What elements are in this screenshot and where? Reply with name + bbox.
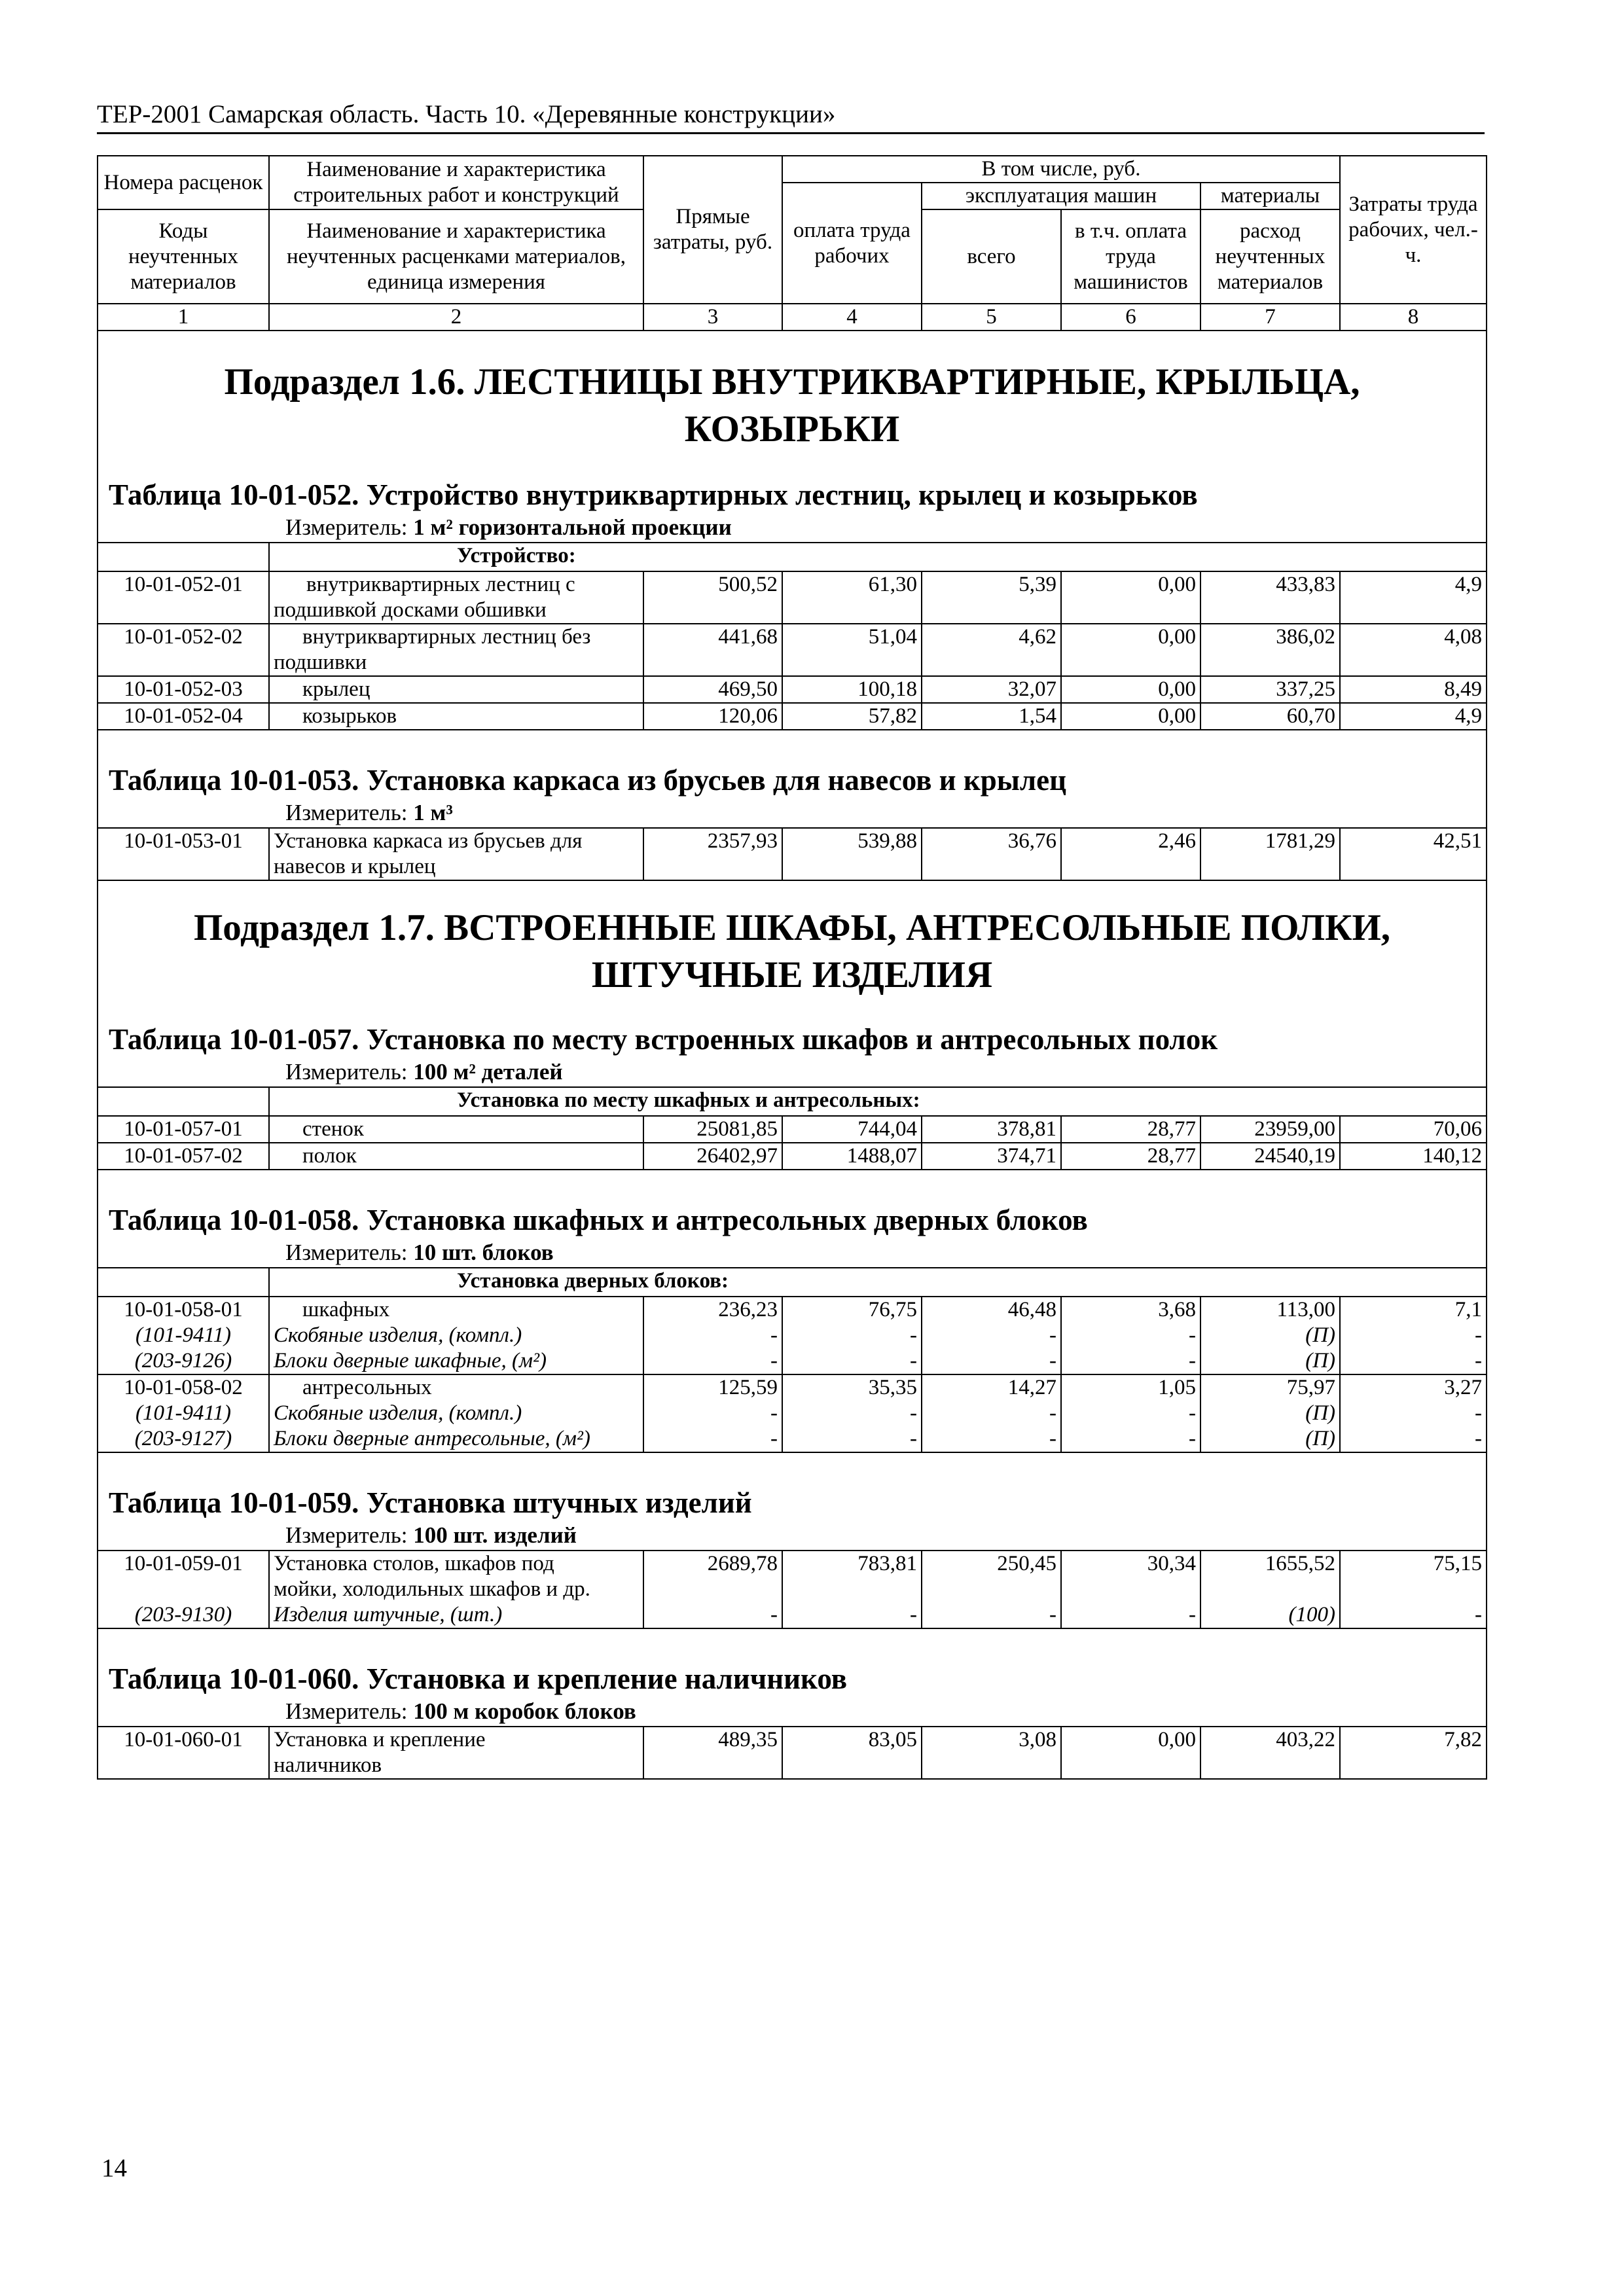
machinists-wages: 28,77 xyxy=(1061,1116,1200,1143)
direct-costs: 441,68 xyxy=(643,624,782,676)
head-material-names: Наименование и характеристика неучтенных расценками материалов, единица измерения xyxy=(269,209,643,304)
group-label: Установка по месту шкафных и антресольных: xyxy=(269,1087,1487,1116)
wages: 61,30 xyxy=(782,571,922,624)
wages: 57,82 xyxy=(782,703,922,730)
direct-costs: - xyxy=(643,1401,782,1426)
rate-code: 10-01-060-01 xyxy=(98,1727,269,1779)
rate-name-line: наличников xyxy=(274,1753,382,1777)
group-code xyxy=(98,1087,269,1116)
machines-total: 374,71 xyxy=(922,1143,1061,1170)
material-row xyxy=(98,1348,1487,1374)
unit-value: 100 м² деталей xyxy=(413,1059,563,1085)
rate-name: полок xyxy=(269,1143,643,1170)
head-machines: эксплуатация машин xyxy=(922,183,1200,209)
unit-line xyxy=(98,1238,1486,1267)
unit-value: 10 шт. блоков xyxy=(413,1240,554,1265)
unit-value: 100 м коробок блоков xyxy=(413,1698,636,1724)
material-usage: (П) xyxy=(1200,1348,1340,1374)
wages: - xyxy=(782,1348,922,1374)
table-row xyxy=(98,1143,1487,1170)
head-wages: оплата труда рабочих xyxy=(782,183,922,304)
unit-label: Измеритель: xyxy=(285,1522,408,1548)
column-number: 8 xyxy=(1340,304,1487,331)
table-title: Таблица 10-01-057. Установка по месту встроенных шкафов и антресольных полок xyxy=(109,1023,1218,1056)
column-number: 1 xyxy=(98,304,269,331)
table-title: Таблица 10-01-058. Установка шкафных и антресольных дверных блоков xyxy=(109,1204,1088,1236)
material-name: Блоки дверные шкафные, (м²) xyxy=(269,1348,643,1374)
table-row xyxy=(98,1374,1487,1401)
wages: - xyxy=(782,1401,922,1426)
direct-costs: 25081,85 xyxy=(643,1116,782,1143)
rate-name xyxy=(269,571,643,624)
rate-name-line: навесов и крылец xyxy=(274,855,436,878)
unit-label: Измеритель: xyxy=(285,1698,408,1724)
materials: 60,70 xyxy=(1200,703,1340,730)
machinists-wages: - xyxy=(1061,1401,1200,1426)
machinists-wages: 30,34 xyxy=(1061,1551,1200,1602)
rate-code: 10-01-058-01 xyxy=(98,1297,269,1323)
labor-costs: 70,06 xyxy=(1340,1116,1487,1143)
machinists-wages: 0,00 xyxy=(1061,624,1200,676)
table-title: Таблица 10-01-060. Установка и крепление наличников xyxy=(109,1662,848,1695)
table-row xyxy=(98,1551,1487,1602)
materials: 23959,00 xyxy=(1200,1116,1340,1143)
machines-total: 5,39 xyxy=(922,571,1061,624)
labor-costs: - xyxy=(1340,1401,1487,1426)
unit-line xyxy=(98,513,1486,542)
head-labor-costs: Затраты труда рабочих, чел.-ч. xyxy=(1340,156,1487,304)
subsection-1-7 xyxy=(98,880,1487,1087)
machinists-wages: 1,05 xyxy=(1061,1374,1200,1401)
material-code: (203-9130) xyxy=(98,1602,269,1628)
rate-name-line: мойки, холодильных шкафов и др. xyxy=(274,1577,590,1601)
wages: - xyxy=(782,1602,922,1628)
rate-code: 10-01-052-02 xyxy=(98,624,269,676)
materials: 433,83 xyxy=(1200,571,1340,624)
table-053-heading xyxy=(98,730,1487,828)
subsection-title: Подраздел 1.6. ЛЕСТНИЦЫ ВНУТРИКВАРТИРНЫЕ, КРЫЛЬЦА, xyxy=(224,361,1360,403)
material-usage: (100) xyxy=(1200,1602,1340,1628)
subsection-1-6 xyxy=(98,331,1487,543)
page-number: 14 xyxy=(101,2154,127,2182)
rate-name: шкафных xyxy=(269,1297,643,1323)
wages: 83,05 xyxy=(782,1727,922,1779)
rate-name: антресольных xyxy=(269,1374,643,1401)
wages: 783,81 xyxy=(782,1551,922,1602)
column-number: 2 xyxy=(269,304,643,331)
material-row xyxy=(98,1323,1487,1348)
rate-name-line: Установка столов, шкафов под xyxy=(274,1552,554,1575)
machines-total: 250,45 xyxy=(922,1551,1061,1602)
labor-costs: 75,15 xyxy=(1340,1551,1487,1602)
machinists-wages: 0,00 xyxy=(1061,1727,1200,1779)
machinists-wages: - xyxy=(1061,1348,1200,1374)
head-including: В том числе, руб. xyxy=(782,156,1340,183)
materials: 386,02 xyxy=(1200,624,1340,676)
labor-costs: - xyxy=(1340,1348,1487,1374)
rate-name-line: внутриквартирных лестниц без xyxy=(302,625,591,649)
direct-costs: 120,06 xyxy=(643,703,782,730)
materials: 113,00 xyxy=(1200,1297,1340,1323)
rate-name xyxy=(269,1551,643,1602)
page-header: ТЕР-2001 Самарская область. Часть 10. «Деревянные конструкции» xyxy=(97,98,1485,134)
table-title: Таблица 10-01-052. Устройство внутриквартирных лестниц, крылец и козырьков xyxy=(109,478,1198,511)
rate-name: козырьков xyxy=(269,703,643,730)
material-code: (203-9126) xyxy=(98,1348,269,1374)
labor-costs: 8,49 xyxy=(1340,676,1487,703)
machines-total: 46,48 xyxy=(922,1297,1061,1323)
direct-costs: - xyxy=(643,1602,782,1628)
head-work-name: Наименование и характеристика строительных работ и конструкций xyxy=(269,156,643,209)
materials: 75,97 xyxy=(1200,1374,1340,1401)
rate-code: 10-01-057-01 xyxy=(98,1116,269,1143)
rate-code: 10-01-059-01 xyxy=(98,1551,269,1602)
machines-total: 1,54 xyxy=(922,703,1061,730)
table-row xyxy=(98,1116,1487,1143)
table-row xyxy=(98,1297,1487,1323)
materials: 1655,52 xyxy=(1200,1551,1340,1602)
wages: 100,18 xyxy=(782,676,922,703)
direct-costs: - xyxy=(643,1348,782,1374)
direct-costs: 26402,97 xyxy=(643,1143,782,1170)
rate-name xyxy=(269,1727,643,1779)
machinists-wages: 28,77 xyxy=(1061,1143,1200,1170)
head-machinists-wages: в т.ч. оплата труда машинистов xyxy=(1061,209,1200,304)
machinists-wages: 2,46 xyxy=(1061,828,1200,880)
direct-costs: - xyxy=(643,1426,782,1452)
rate-code: 10-01-053-01 xyxy=(98,828,269,880)
labor-costs: - xyxy=(1340,1426,1487,1452)
direct-costs: 489,35 xyxy=(643,1727,782,1779)
table-row xyxy=(98,571,1487,624)
labor-costs: 4,9 xyxy=(1340,703,1487,730)
column-number: 7 xyxy=(1200,304,1340,331)
group-label: Установка дверных блоков: xyxy=(269,1268,1487,1297)
rate-name-line: подшивки xyxy=(274,651,367,674)
labor-costs: 3,27 xyxy=(1340,1374,1487,1401)
group-code xyxy=(98,543,269,571)
material-row xyxy=(98,1602,1487,1628)
labor-costs: 7,82 xyxy=(1340,1727,1487,1779)
material-row xyxy=(98,1401,1487,1426)
machinists-wages: 0,00 xyxy=(1061,571,1200,624)
head-materials: материалы xyxy=(1200,183,1340,209)
group-code xyxy=(98,1268,269,1297)
machinists-wages: - xyxy=(1061,1602,1200,1628)
material-name: Изделия штучные, (шт.) xyxy=(269,1602,643,1628)
materials: 24540,19 xyxy=(1200,1143,1340,1170)
wages: 51,04 xyxy=(782,624,922,676)
unit-label: Измеритель: xyxy=(285,514,408,540)
direct-costs: - xyxy=(643,1323,782,1348)
machinists-wages: - xyxy=(1061,1426,1200,1452)
rate-code: 10-01-052-01 xyxy=(98,571,269,624)
column-number: 4 xyxy=(782,304,922,331)
rate-code: 10-01-052-03 xyxy=(98,676,269,703)
rate-name xyxy=(269,624,643,676)
wages: 76,75 xyxy=(782,1297,922,1323)
material-usage: (П) xyxy=(1200,1426,1340,1452)
machines-total: - xyxy=(922,1348,1061,1374)
rate-name-line: внутриквартирных лестниц с xyxy=(306,573,575,596)
direct-costs: 2357,93 xyxy=(643,828,782,880)
table-058-heading xyxy=(98,1170,1487,1268)
labor-costs: - xyxy=(1340,1323,1487,1348)
unit-line xyxy=(98,1521,1486,1550)
machinists-wages: - xyxy=(1061,1323,1200,1348)
table-060-heading xyxy=(98,1628,1487,1727)
column-number: 5 xyxy=(922,304,1061,331)
unit-value: 100 шт. изделий xyxy=(413,1522,577,1548)
head-material-usage: расход неучтенных материалов xyxy=(1200,209,1340,304)
labor-costs: 7,1 xyxy=(1340,1297,1487,1323)
machines-total: 378,81 xyxy=(922,1116,1061,1143)
rate-code: 10-01-052-04 xyxy=(98,703,269,730)
rates-table xyxy=(97,155,1487,1780)
subsection-title: Подраздел 1.7. ВСТРОЕННЫЕ ШКАФЫ, АНТРЕСОЛЬНЫЕ ПОЛКИ, xyxy=(193,907,1391,948)
rate-name-line: подшивкой досками обшивки xyxy=(274,598,547,622)
materials: 1781,29 xyxy=(1200,828,1340,880)
table-title: Таблица 10-01-053. Установка каркаса из брусьев для навесов и крылец xyxy=(109,764,1067,797)
labor-costs: 140,12 xyxy=(1340,1143,1487,1170)
machines-total: 32,07 xyxy=(922,676,1061,703)
direct-costs: 125,59 xyxy=(643,1374,782,1401)
unit-line xyxy=(98,1697,1486,1726)
machines-total: - xyxy=(922,1401,1061,1426)
material-code: (203-9127) xyxy=(98,1426,269,1452)
unit-label: Измеритель: xyxy=(285,1240,408,1265)
table-059-heading xyxy=(98,1452,1487,1551)
unit-value: 1 м² горизонтальной проекции xyxy=(413,514,732,540)
wages: 744,04 xyxy=(782,1116,922,1143)
wages: 35,35 xyxy=(782,1374,922,1401)
subsection-title: ШТУЧНЫЕ ИЗДЕЛИЯ xyxy=(591,954,993,996)
head-rate-numbers: Номера расценок xyxy=(98,156,269,209)
rate-name: стенок xyxy=(269,1116,643,1143)
machines-total: - xyxy=(922,1426,1061,1452)
table-row xyxy=(98,676,1487,703)
table-row xyxy=(98,828,1487,880)
unit-label: Измеритель: xyxy=(285,1059,408,1085)
head-material-codes: Коды неучтенных материалов xyxy=(98,209,269,304)
labor-costs: - xyxy=(1340,1602,1487,1628)
material-code: (101-9411) xyxy=(98,1323,269,1348)
materials: 403,22 xyxy=(1200,1727,1340,1779)
labor-costs: 4,9 xyxy=(1340,571,1487,624)
machinists-wages: 0,00 xyxy=(1061,703,1200,730)
material-usage: (П) xyxy=(1200,1323,1340,1348)
material-code: (101-9411) xyxy=(98,1401,269,1426)
materials: 337,25 xyxy=(1200,676,1340,703)
labor-costs: 4,08 xyxy=(1340,624,1487,676)
wages: 1488,07 xyxy=(782,1143,922,1170)
direct-costs: 2689,78 xyxy=(643,1551,782,1602)
machines-total: 4,62 xyxy=(922,624,1061,676)
unit-label: Измеритель: xyxy=(285,800,408,825)
machines-total: 36,76 xyxy=(922,828,1061,880)
unit-line xyxy=(98,1058,1486,1086)
direct-costs: 500,52 xyxy=(643,571,782,624)
machines-total: 3,08 xyxy=(922,1727,1061,1779)
table-title: Таблица 10-01-059. Установка штучных изделий xyxy=(109,1486,752,1519)
direct-costs: 469,50 xyxy=(643,676,782,703)
machines-total: - xyxy=(922,1602,1061,1628)
wages: - xyxy=(782,1323,922,1348)
material-name: Блоки дверные антресольные, (м²) xyxy=(269,1426,643,1452)
wages: - xyxy=(782,1426,922,1452)
table-row xyxy=(98,1727,1487,1779)
unit-value: 1 м³ xyxy=(413,800,453,825)
direct-costs: 236,23 xyxy=(643,1297,782,1323)
machinists-wages: 3,68 xyxy=(1061,1297,1200,1323)
machinists-wages: 0,00 xyxy=(1061,676,1200,703)
head-machines-total: всего xyxy=(922,209,1061,304)
material-usage: (П) xyxy=(1200,1401,1340,1426)
rate-name-line: Установка и крепление xyxy=(274,1728,486,1751)
material-name: Скобяные изделия, (компл.) xyxy=(269,1401,643,1426)
material-row xyxy=(98,1426,1487,1452)
rate-name xyxy=(269,828,643,880)
unit-line xyxy=(98,798,1486,827)
labor-costs: 42,51 xyxy=(1340,828,1487,880)
head-direct-costs: Прямые затраты, руб. xyxy=(643,156,782,304)
machines-total: 14,27 xyxy=(922,1374,1061,1401)
subsection-title: КОЗЫРЬКИ xyxy=(684,408,900,450)
material-name: Скобяные изделия, (компл.) xyxy=(269,1323,643,1348)
table-row xyxy=(98,624,1487,676)
rate-name: крылец xyxy=(269,676,643,703)
rate-name-line: Установка каркаса из брусьев для xyxy=(274,829,583,853)
wages: 539,88 xyxy=(782,828,922,880)
column-number: 6 xyxy=(1061,304,1200,331)
column-numbers-row xyxy=(98,304,1487,331)
group-label: Устройство: xyxy=(269,543,1487,571)
rate-code: 10-01-057-02 xyxy=(98,1143,269,1170)
table-row xyxy=(98,703,1487,730)
machines-total: - xyxy=(922,1323,1061,1348)
rate-code: 10-01-058-02 xyxy=(98,1374,269,1401)
column-number: 3 xyxy=(643,304,782,331)
